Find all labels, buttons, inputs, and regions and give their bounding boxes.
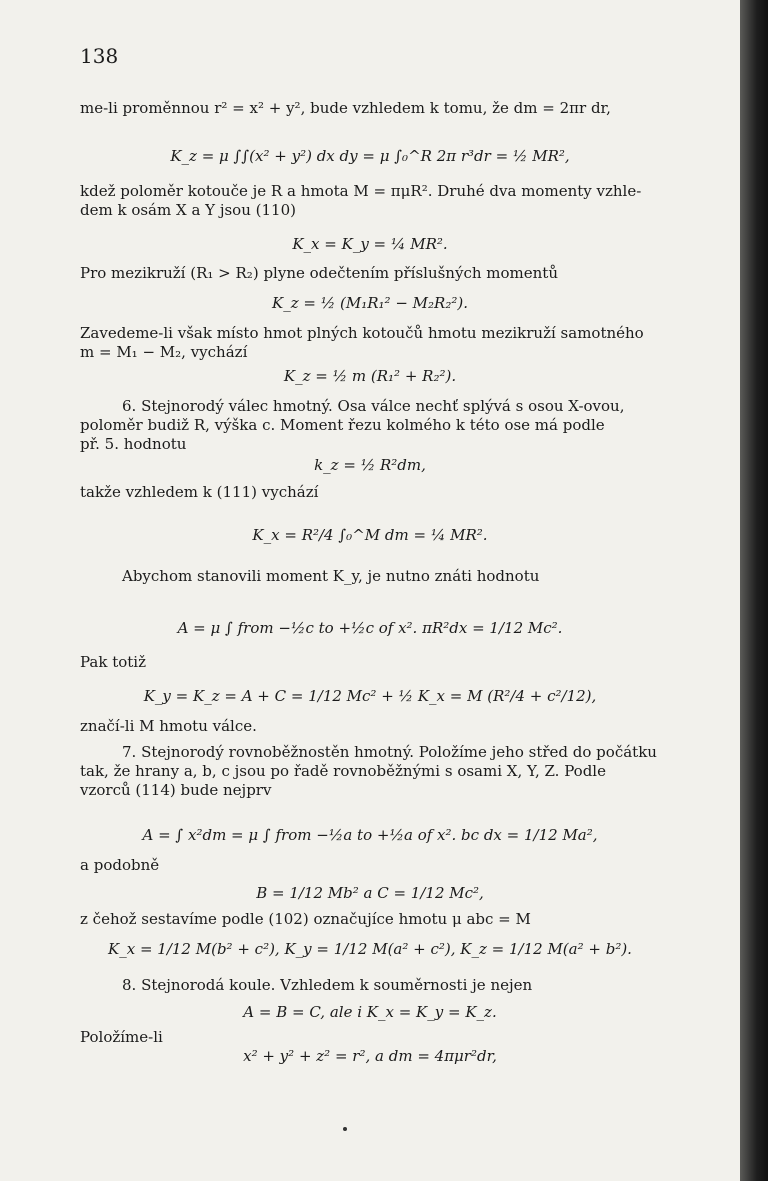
formula-ky-kz-cylinder: K_y = K_z = A + C = 1/12 Mc² + ½ K_x = M (R²/4 + c²/12), xyxy=(143,687,597,705)
section-6-heading: 6. Stejnorodý válec hmotný. Osa válce nechť splývá s osou X-ovou, xyxy=(122,397,625,415)
text-line-6: Pro mezikruží (R₁ > R₂) plyne odečtením příslušných momentů xyxy=(80,264,558,282)
book-spine-shadow xyxy=(740,0,768,1181)
text-line-19: Pak totiž xyxy=(80,653,147,671)
formula-k-prism: K_x = 1/12 M(b² + c²), K_y = 1/12 M(a² + c²), K_z = 1/12 M(a² + b²). xyxy=(108,940,632,958)
text-line-4: dem k osám X a Y jsou (110) xyxy=(80,201,296,219)
text-line-9: m = M₁ − M₂, vychází xyxy=(80,343,248,361)
formula-b-c-prism: B = 1/12 Mb² a C = 1/12 Mc², xyxy=(256,884,484,902)
text-line-12: poloměr budiž R, výška c. Moment řezu kolmého k této ose má podle xyxy=(80,416,605,434)
formula-kx-cylinder: K_x = R²/4 ∫₀^M dm = ¼ MR². xyxy=(252,526,488,544)
section-7-heading: 7. Stejnorodý rovnoběžnostěn hmotný. Položíme jeho střed do počátku xyxy=(122,743,657,761)
text-line-23: tak, že hrany a, b, c jsou po řadě rovnoběžnými s osami X, Y, Z. Podle xyxy=(80,762,606,780)
page-number: 138 xyxy=(80,44,119,68)
formula-kx-ky: K_x = K_y = ¼ MR². xyxy=(292,235,448,253)
formula-kz-disk: K_z = μ ∫∫(x² + y²) dx dy = μ ∫₀^R 2π r³dr = ½ MR², xyxy=(170,147,570,165)
text-line-21: značí-li M hmotu válce. xyxy=(80,717,257,735)
text-line-28: z čehož sestavíme podle (102) označujíce hmotu μ abc = M xyxy=(80,910,531,928)
text-line-1: me-li proměnnou r² = x² + y², bude vzhledem k tomu, že dm = 2πr dr, xyxy=(80,99,611,117)
formula-sphere-symmetry: A = B = C, ale i K_x = K_y = K_z. xyxy=(243,1003,497,1021)
text-line-8: Zavedeme-li však místo hmot plných kotoučů hmotu mezikruží samotného xyxy=(80,324,644,342)
text-line-24: vzorců (114) bude nejprv xyxy=(80,781,272,799)
formula-a-prism: A = ∫ x²dm = μ ∫ from −½a to +½a of x². bc dx = 1/12 Ma², xyxy=(142,826,598,844)
text-line-32: Položíme-li xyxy=(80,1028,163,1046)
formula-sphere-substitution: x² + y² + z² = r², a dm = 4πμr²dr, xyxy=(243,1047,497,1065)
text-line-13: př. 5. hodnotu xyxy=(80,435,187,453)
text-line-3: kdež poloměr kotouče je R a hmota M = πμR². Druhé dva momenty vzhle- xyxy=(80,182,642,200)
formula-a-cylinder: A = μ ∫ from −½c to +½c of x². πR²dx = 1/12 Mc². xyxy=(177,619,563,637)
formula-kz-annulus: K_z = ½ (M₁R₁² − M₂R₂²). xyxy=(272,294,468,312)
text-line-26: a podobně xyxy=(80,856,160,874)
formula-kz-m: K_z = ½ m (R₁² + R₂²). xyxy=(283,367,457,385)
formula-kz-slice: k_z = ½ R²dm, xyxy=(314,456,426,474)
text-line-15: takže vzhledem k (111) vychází xyxy=(80,483,319,501)
text-line-17: Abychom stanovili moment K_y, je nutno znáti hodnotu xyxy=(122,567,540,585)
section-8-heading: 8. Stejnorodá koule. Vzhledem k souměrnosti je nejen xyxy=(122,976,533,994)
print-mark xyxy=(343,1127,347,1131)
